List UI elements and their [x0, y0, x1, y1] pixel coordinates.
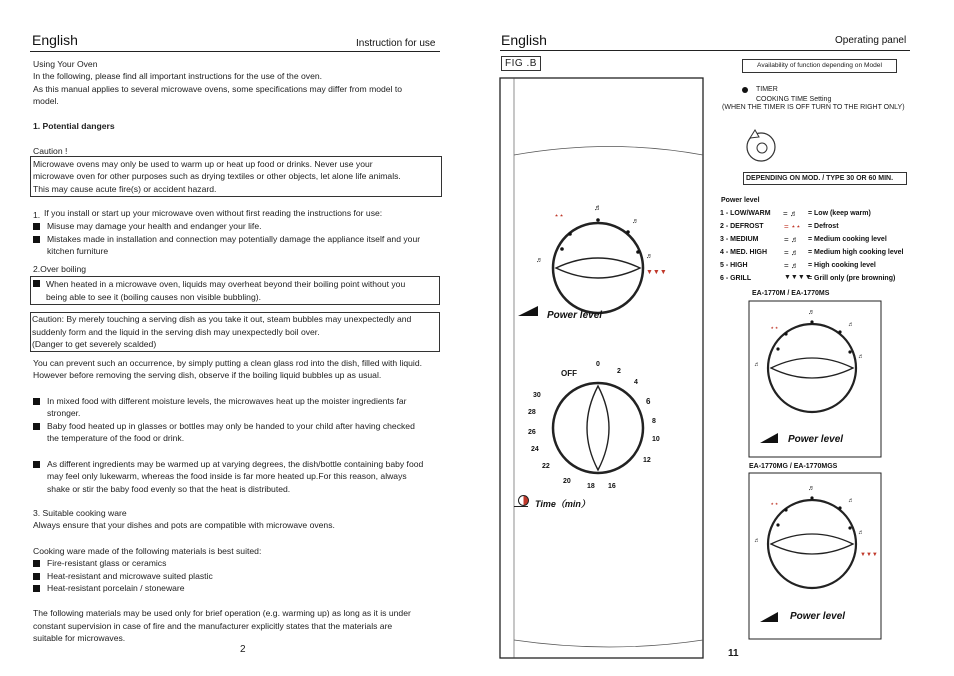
caution-box-line: This may cause acute fire(s) or accident hazard.: [33, 184, 217, 194]
mixed-bullet-line: shake or stir the baby food evenly so that the heat is distributed.: [47, 484, 291, 494]
left-page-number: 2: [240, 644, 246, 655]
timer-off-label: OFF: [561, 369, 577, 378]
timer-number: 8: [652, 418, 656, 425]
power-level-symbol: ♬: [632, 218, 639, 225]
right-subheader: Operating panel: [835, 35, 907, 46]
power-level-left: 2 - DEFROST: [720, 223, 764, 230]
power-level-symbol: ♬: [536, 257, 543, 264]
svg-text:♬: ♬: [858, 530, 864, 536]
power-level-left: 3 - MEDIUM: [720, 236, 759, 243]
power-symbol-icon: = ♬: [784, 248, 799, 257]
square-bullet-icon: [33, 423, 40, 430]
power-dial: [536, 203, 667, 313]
timer-line: TIMER: [756, 86, 778, 93]
item1-bullet: Mistakes made in installation and connection may potentially damage the appliance itself and your: [47, 234, 421, 244]
section-over-boiling: 2.Over boiling: [33, 264, 87, 274]
square-bullet-icon: [33, 573, 40, 580]
svg-text:♬: ♬: [754, 362, 760, 368]
left-subheader: Instruction for use: [356, 38, 436, 49]
timer-number: 16: [608, 483, 616, 490]
intro-line: model.: [33, 96, 59, 106]
caution2-box-line: suddenly form and the liquid in the serving dish may unexpectedly boil over.: [32, 327, 320, 337]
item1-continuation: kitchen furniture: [47, 246, 109, 256]
timer-number: 10: [652, 436, 660, 443]
mixed-bullet-line: In mixed food with different moisture levels, the microwaves heat up the moister ingredients far: [47, 396, 407, 406]
caution-box-line: Microwave ovens may only be used to warm up or heat up food or drinks. Never use your: [33, 159, 373, 169]
timer-line: (WHEN THE TIMER IS OFF TURN TO THE RIGHT ONLY): [722, 104, 905, 111]
defrost-symbol: ⋆⋆: [554, 211, 565, 220]
model1-power-caption: Power level: [788, 434, 844, 445]
power-level-right: = High cooking level: [808, 262, 876, 269]
timer-number: 26: [528, 429, 536, 436]
svg-text:⋆⋆: ⋆⋆: [770, 501, 779, 508]
timer-number: 24: [531, 446, 539, 453]
svg-text:♬: ♬: [808, 485, 815, 492]
using-title: Using Your Oven: [33, 59, 98, 69]
material-item: Heat-resistant and microwave suited plastic: [47, 571, 213, 581]
mixed-bullet-line: As different ingredients may be warmed up at varying degrees, the dish/bottle containing baby food: [47, 459, 424, 469]
panel-curve: [514, 640, 703, 647]
svg-text:♬: ♬: [848, 498, 854, 504]
square-bullet-icon: [33, 236, 40, 243]
boiling-box-line: being able to see it (boiling causes non visible bubbling).: [46, 292, 261, 302]
power-level-left: 5 - HIGH: [720, 262, 748, 269]
square-bullet-icon: [33, 585, 40, 592]
mixed-bullet-line: may feel only lukewarm, whereas the food inside is far more heated up.For this reason, always: [47, 471, 407, 481]
material-item: Heat-resistant porcelain / stoneware: [47, 583, 185, 593]
clock-underline: [514, 506, 528, 507]
square-bullet-icon: [33, 398, 40, 405]
power-level-right: = Grill only (pre browning): [808, 275, 896, 282]
power-level-right: = Defrost: [808, 223, 839, 230]
power-symbol-icon: ▼▼▼▼: [784, 274, 812, 281]
caution2-box-line: Caution: By merely touching a serving dish as you take it out, steam bubbles may unexpectedly and: [32, 314, 412, 324]
svg-text:⋆⋆: ⋆⋆: [770, 325, 779, 332]
model1-label: EA-1770M / EA-1770MS: [752, 290, 830, 297]
materials-intro: Cooking ware made of the following materials is best suited:: [33, 546, 262, 556]
caution-label: Caution !: [33, 146, 68, 156]
svg-text:♬: ♬: [808, 309, 815, 316]
item1-bullet: Misuse may damage your health and endanger your life.: [47, 221, 262, 231]
brief-line: suitable for microwaves.: [33, 633, 126, 643]
right-header-rule: [500, 50, 910, 51]
square-bullet-icon: [33, 461, 40, 468]
brief-line: The following materials may be used only for brief operation (e.g. warming up) as long as it is under: [33, 608, 411, 618]
left-header: English: [32, 32, 78, 48]
svg-text:♬: ♬: [858, 354, 864, 360]
mixed-bullet-line: the temperature of the food or drink.: [47, 433, 185, 443]
boiling-box-line: When heated in a microwave oven, liquids may overheat beyond their boiling point without you: [46, 279, 406, 289]
power-symbol-icon: = ♬: [784, 261, 799, 270]
right-page-number: 11: [728, 648, 739, 659]
power-level-right: = Medium cooking level: [808, 236, 887, 243]
svg-text:♬: ♬: [754, 538, 760, 544]
depending-box: DEPENDING ON MOD. / TYPE 30 OR 60 MIN.: [743, 172, 907, 185]
caution-box-line: microwave oven for other purposes such as drying textiles or other objects, let alone life animals.: [33, 171, 401, 181]
triangle-wedge-icon: [518, 306, 538, 316]
clock-icon: [518, 495, 529, 506]
circle-bullet-icon: [742, 87, 748, 93]
availability-box: Availability of function depending on Model: [742, 59, 897, 73]
section-potential-dangers: 1. Potential dangers: [33, 121, 115, 131]
power-symbol-icon: = ♬: [783, 209, 798, 218]
mixed-bullet-line: stronger.: [47, 408, 81, 418]
section-suitable-ware: 3. Suitable cooking ware: [33, 508, 127, 518]
left-header-rule: [30, 51, 440, 52]
rotate-arrow-icon: [742, 127, 780, 163]
power-level-symbol: ♬: [646, 253, 653, 260]
square-bullet-icon: [33, 560, 40, 567]
timer-number: 20: [563, 478, 571, 485]
timer-dial: [553, 383, 643, 473]
power-level-left: 1 - LOW/WARM: [720, 210, 771, 217]
material-item: Fire-resistant glass or ceramics: [47, 558, 167, 568]
power-level-right: = Medium high cooking level: [808, 249, 904, 256]
timer-number: 28: [528, 409, 536, 416]
timer-number: 30: [533, 392, 541, 399]
timer-number: 18: [587, 483, 595, 490]
prevent-line: However before removing the serving dish, observe if the boiling liquid bubbles up as usual.: [33, 370, 382, 380]
timer-number: 6: [646, 397, 651, 406]
item1-text: If you install or start up your microwave oven without first reading the instructions for use:: [44, 208, 383, 218]
square-bullet-icon: [33, 223, 40, 230]
grill-symbol: ▼▼▼: [646, 269, 667, 276]
power-symbol-icon: = ♬: [784, 235, 799, 244]
item1-number: 1.: [33, 210, 41, 220]
power-level-title: Power level: [721, 197, 760, 204]
brief-line: constant supervision in case of fire and the manufacturer explicitly states that the materials are: [33, 621, 393, 631]
suitable-text: Always ensure that your dishes and pots are compatible with microwave ovens.: [33, 520, 335, 530]
power-symbol-icon: = ⋆⋆: [784, 222, 801, 231]
mixed-bullet-line: Baby food heated up in glasses or bottles may only be handed to your child after having checked: [47, 421, 415, 431]
timer-line: COOKING TIME Setting: [756, 96, 832, 103]
svg-text:♬: ♬: [848, 322, 854, 328]
caution2-box-line: (Danger to get severely scalded): [32, 339, 157, 349]
intro-line: In the following, please find all important instructions for the use of the oven.: [33, 71, 323, 81]
square-bullet-icon: [33, 280, 40, 287]
power-level-right: = Low (keep warm): [808, 210, 871, 217]
fig-label: FIG .B: [501, 56, 541, 71]
power-level-left: 4 - MED. HIGH: [720, 249, 768, 256]
panel-curve: [514, 147, 703, 156]
svg-text:▼▼▼: ▼▼▼: [860, 552, 878, 558]
timer-number: 4: [634, 379, 638, 386]
time-caption: Time（min）: [535, 499, 590, 509]
intro-line: As this manual applies to several microwave ovens, some specifications may differ from model to: [33, 84, 403, 94]
timer-number: 2: [617, 368, 621, 375]
prevent-line: You can prevent such an occurrence, by simply putting a clean glass rod into the dish, filled with liquid.: [33, 358, 423, 368]
panel-outline: [500, 78, 703, 658]
power-caption: Power level: [547, 310, 603, 321]
operating-panel-drawing: [490, 70, 710, 662]
power-level-left: 6 - GRILL: [720, 275, 752, 282]
timer-number: 12: [643, 457, 651, 464]
model2-label: EA-1770MG / EA-1770MGS: [749, 463, 838, 470]
model2-power-caption: Power level: [790, 611, 846, 622]
timer-number: 22: [542, 463, 550, 470]
right-header: English: [501, 32, 547, 48]
power-level-symbol: ♬: [594, 203, 602, 212]
timer-number: 0: [596, 361, 600, 368]
